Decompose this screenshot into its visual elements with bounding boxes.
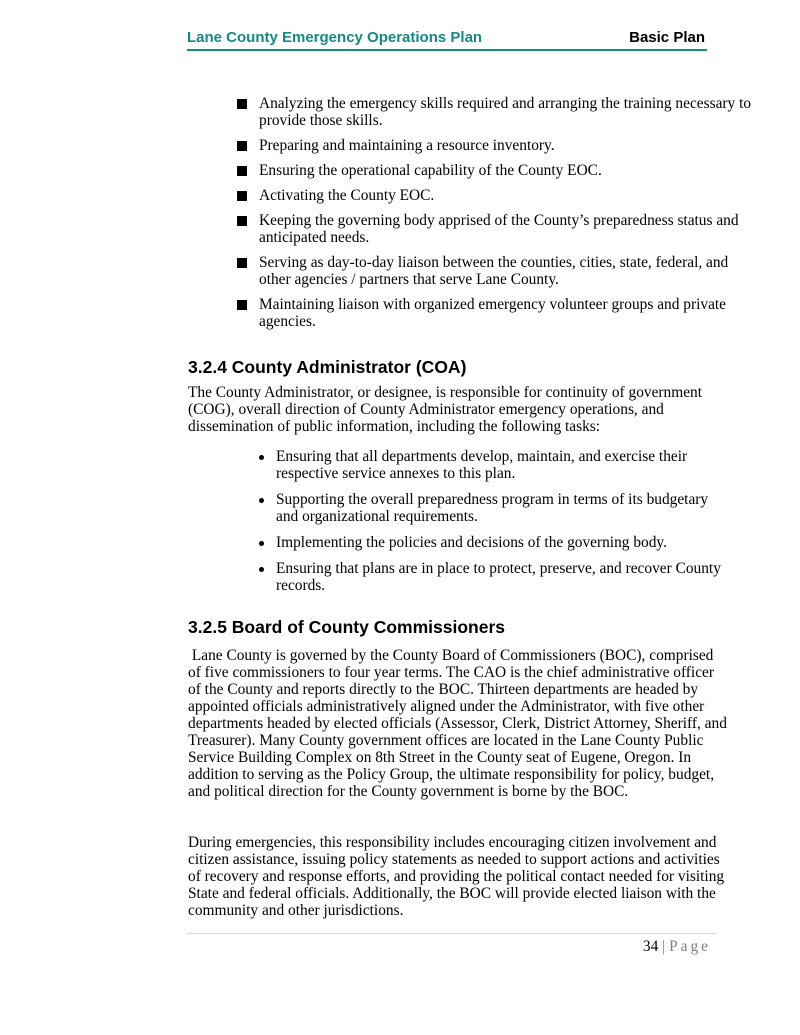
square-bullet-icon: [237, 166, 247, 176]
list-item-text: Keeping the governing body apprised of the County’s preparedness status and anticipated needs.: [259, 212, 739, 246]
square-bullet-icon: [237, 300, 247, 310]
board-paragraph-2: During emergencies, this responsibility includes encouraging citizen involvement and citizen assistance, issuing policy statements as needed to support actions and activities of recovery and response efforts, and providing the political contact needed for visiting State and federal officials. Additionally, the BOC will provide elected liaison with the community and other jurisdictions.: [188, 834, 725, 919]
round-bullet-icon: [259, 567, 264, 572]
section-label: Basic Plan: [629, 29, 705, 46]
list-item-text: Serving as day-to-day liaison between the counties, cities, state, federal, and other agencies / partners that serve Lane County.: [259, 254, 729, 288]
list-item-text: Ensuring the operational capability of the County EOC.: [259, 162, 602, 179]
responsibilities-list: [236, 95, 756, 338]
list-item: [236, 296, 756, 330]
list-item: [236, 187, 756, 204]
page-separator: |: [662, 938, 666, 955]
list-item: [258, 534, 728, 551]
list-item-text: Ensuring that plans are in place to protect, preserve, and recover County records.: [276, 560, 721, 594]
list-item: [236, 95, 756, 129]
round-bullet-icon: [259, 541, 264, 546]
list-item: [258, 448, 728, 482]
square-bullet-icon: [237, 141, 247, 151]
round-bullet-icon: [259, 455, 264, 460]
page-label: Page: [669, 938, 711, 955]
list-item-text: Analyzing the emergency skills required and arranging the training necessary to provide those skills.: [259, 95, 752, 129]
document-title: Lane County Emergency Operations Plan: [187, 29, 483, 46]
square-bullet-icon: [237, 216, 247, 226]
square-bullet-icon: [237, 258, 247, 268]
section-heading-board-of-commissioners: 3.2.5 Board of County Commissioners: [188, 617, 506, 637]
square-bullet-icon: [237, 99, 247, 109]
list-item: [236, 137, 756, 154]
list-item-text: Supporting the overall preparedness program in terms of its budgetary and organizational requirements.: [276, 491, 709, 525]
county-administrator-intro: The County Administrator, or designee, is responsible for continuity of government (COG), overall direction of County Administrator emergency operations, and dissemination of public information, including the following tasks:: [188, 384, 703, 435]
square-bullet-icon: [237, 191, 247, 201]
page-number-value: 34: [642, 938, 659, 955]
board-paragraph-1: Lane County is governed by the County Board of Commissioners (BOC), comprised of five commissioners to four year terms. The CAO is the chief administrative officer of the County and reports directly to the BOC. Thirteen departments are headed by appointed officials administratively aligned under the Administrator, with five other departments headed by elected officials (Assessor, Clerk, District Attorney, Sheriff, and Treasurer). Many County government offices are located in the Lane County Public Service Building Complex on 8th Street in the County seat of Eugene, Oregon. In addition to serving as the Policy Group, the ultimate responsibility for policy, budget, and political direction for the County government is borne by the BOC.: [188, 647, 731, 800]
list-item: [258, 491, 728, 525]
page-header: [187, 29, 707, 51]
list-item: [236, 162, 756, 179]
section-heading-county-administrator: 3.2.4 County Administrator (COA): [188, 357, 467, 377]
list-item: [236, 254, 756, 288]
round-bullet-icon: [259, 498, 264, 503]
list-item-text: Implementing the policies and decisions of the governing body.: [276, 534, 667, 551]
list-item: [258, 560, 728, 594]
page-number: [643, 938, 711, 955]
footer-divider: [186, 933, 716, 934]
list-item-text: Maintaining liaison with organized emergency volunteer groups and private agencies.: [259, 296, 727, 330]
list-item-text: Activating the County EOC.: [259, 187, 435, 204]
list-item-text: Ensuring that all departments develop, maintain, and exercise their respective service annexes to this plan.: [276, 448, 688, 482]
county-administrator-tasks: [258, 448, 728, 603]
list-item-text: Preparing and maintaining a resource inventory.: [259, 137, 555, 154]
list-item: [236, 212, 756, 246]
